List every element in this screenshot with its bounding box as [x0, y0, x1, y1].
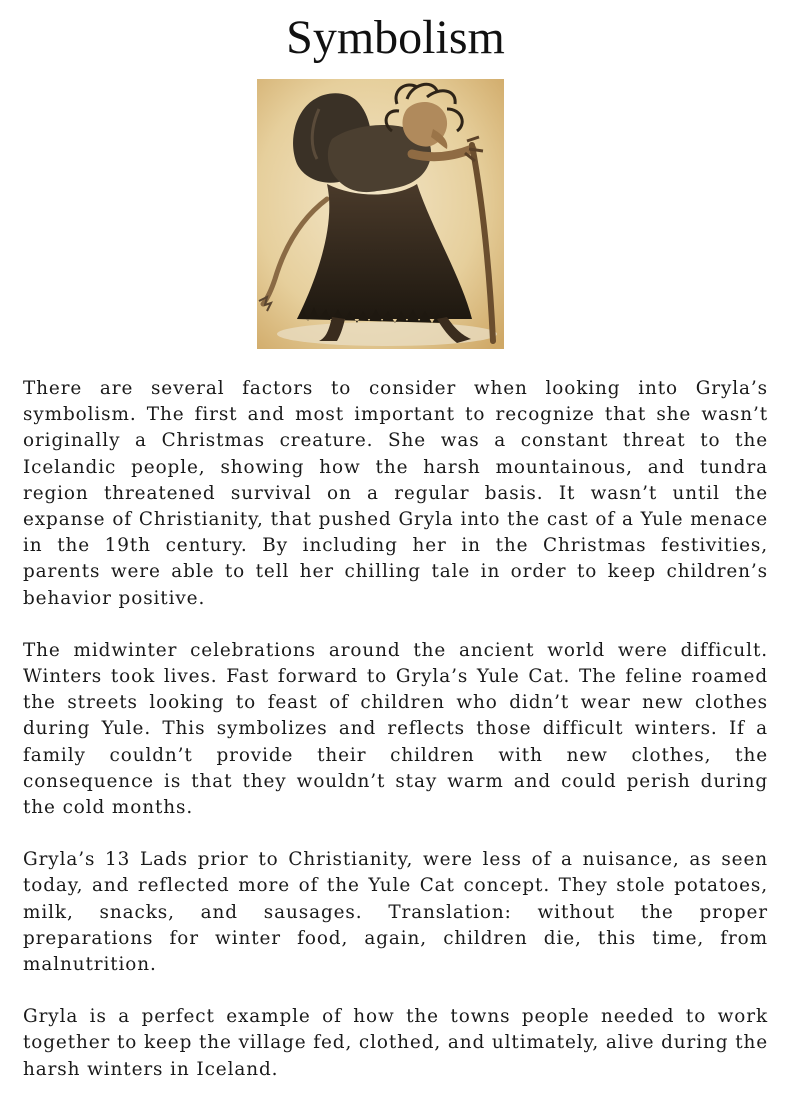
gryla-figure-icon	[257, 79, 504, 349]
paragraph-3: Gryla’s 13 Lads prior to Christianity, were less of a nuisance, as seen today, and reflected more of the Yule Cat concept. They stole potatoes, milk, snacks, and sausages. Translation: without the proper preparations for winter food, again, children die, this time, from malnutrition.	[23, 849, 768, 976]
gryla-illustration	[257, 79, 504, 349]
paragraph-4: Gryla is a perfect example of how the towns people needed to work together to keep the village fed, clothed, and ultimately, alive during the harsh winters in Iceland.	[23, 1006, 769, 1080]
paragraph-2: The midwinter celebrations around the ancient world were difficult. Winters took lives. Fast forward to Gryla’s Yule Cat. The feline roamed the streets looking to feast of children who didn’t wear new clothes during Yule. This symbolizes and reflects those difficult winters. If a family couldn’t provide their children with new clothes, the consequence is that they wouldn’t stay warm and could perish during the cold months.	[23, 639, 768, 819]
article-body	[23, 376, 768, 1109]
paragraph-1: There are several factors to consider when looking into Gryla’s symbolism. The first and most important to recognize that she wasn’t originally a Christmas creature. She was a constant threat to the Icelandic people, showing how the harsh mountainous, and tundra region threatened survival on a regular basis. It wasn’t until the expanse of Christianity, that pushed Gryla into the cast of a Yule menace in the 19th century. By including her in the Christmas festivities, parents were able to tell her chilling tale in order to keep children’s behavior positive.	[23, 378, 768, 609]
page-title: Symbolism	[286, 11, 505, 64]
